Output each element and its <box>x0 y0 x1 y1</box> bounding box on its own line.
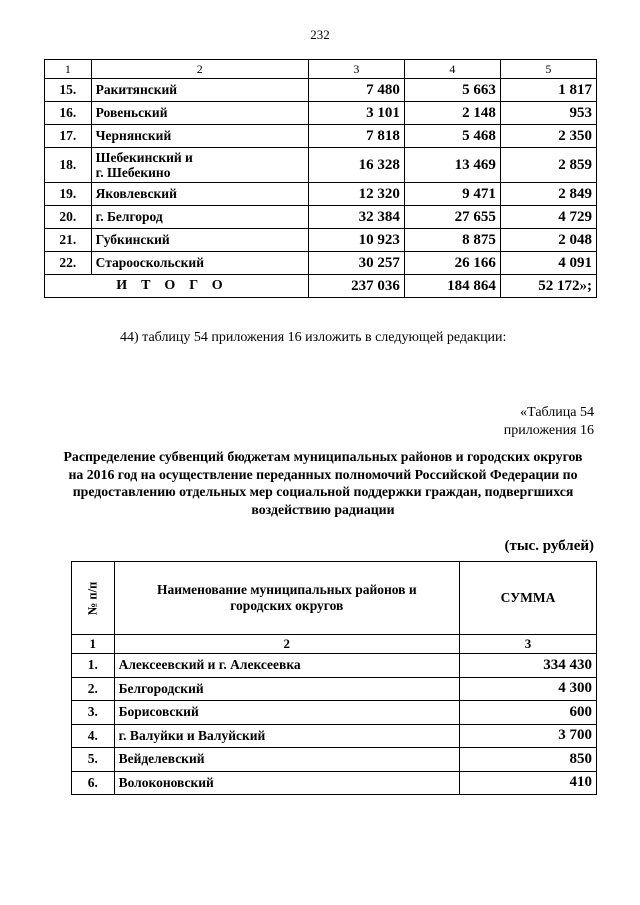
table-row <box>45 79 597 102</box>
total-label: ИТОГО <box>45 275 309 298</box>
district-name-line: г. Шебекино <box>95 165 171 180</box>
row-number: 20. <box>45 206 92 229</box>
col-header: 4 <box>404 60 500 79</box>
num-column-header-text: № п/п <box>85 581 100 616</box>
row-number: 2. <box>72 677 115 701</box>
total-value: 237 036 <box>308 275 404 298</box>
col-header: 2 <box>114 635 459 654</box>
table-row <box>45 183 597 206</box>
table-header-row <box>45 60 597 79</box>
name-column-header: Наименование муниципальных районов и городских округов <box>114 562 459 635</box>
district-name: Волоконовский <box>114 771 459 795</box>
table-row <box>72 701 597 725</box>
district-name: Ровеньский <box>91 102 308 125</box>
sum-value: 600 <box>460 701 597 725</box>
cell-value: 5 468 <box>404 125 500 148</box>
table-caption-line: «Таблица 54 <box>520 405 594 420</box>
amendment-paragraph: 44) таблицу 54 приложения 16 изложить в следующей редакции: <box>120 330 507 345</box>
total-value: 52 172»; <box>500 275 596 298</box>
district-name: Борисовский <box>114 701 459 725</box>
row-number: 4. <box>72 724 115 748</box>
row-number: 1. <box>72 654 115 678</box>
total-row <box>45 275 597 298</box>
cell-value: 2 859 <box>500 148 596 183</box>
cell-value: 9 471 <box>404 183 500 206</box>
cell-value: 7 480 <box>308 79 404 102</box>
district-name: Белгородский <box>114 677 459 701</box>
table-header-row <box>72 635 597 654</box>
document-title: Распределение субвенций бюджетам муниципальных районов и городских округов на 2016 год на осуществление переданных полномочий Российской Федерации по предоставлению отдельных мер социальной поддержки граждан, подвергшихся воздействию радиации <box>63 449 583 517</box>
row-number: 15. <box>45 79 92 102</box>
cell-value: 2 849 <box>500 183 596 206</box>
sum-value: 850 <box>460 748 597 772</box>
cell-value: 10 923 <box>308 229 404 252</box>
row-number: 19. <box>45 183 92 206</box>
row-number: 3. <box>72 701 115 725</box>
total-value: 184 864 <box>404 275 500 298</box>
cell-value: 30 257 <box>308 252 404 275</box>
district-name <box>91 148 308 183</box>
district-name: Вейделевский <box>114 748 459 772</box>
district-name: г. Белгород <box>91 206 308 229</box>
cell-value: 4 729 <box>500 206 596 229</box>
cell-value: 16 328 <box>308 148 404 183</box>
sum-column-header: СУММА <box>460 562 597 635</box>
row-number: 22. <box>45 252 92 275</box>
cell-value: 3 101 <box>308 102 404 125</box>
district-name: Чернянский <box>91 125 308 148</box>
table-row <box>45 102 597 125</box>
col-header: 1 <box>45 60 92 79</box>
page-number: 232 <box>310 27 330 42</box>
sum-value: 334 430 <box>460 654 597 678</box>
table-caption-line: приложения 16 <box>503 423 594 438</box>
district-name: Старооскольский <box>91 252 308 275</box>
table-caption <box>504 404 594 440</box>
table-row <box>72 748 597 772</box>
row-number: 6. <box>72 771 115 795</box>
cell-value: 2 148 <box>404 102 500 125</box>
cell-value: 4 091 <box>500 252 596 275</box>
row-number: 18. <box>45 148 92 183</box>
col-header: 2 <box>91 60 308 79</box>
table-row <box>72 724 597 748</box>
district-name: Губкинский <box>91 229 308 252</box>
table-row <box>45 206 597 229</box>
district-name: Ракитянский <box>91 79 308 102</box>
table-row <box>45 229 597 252</box>
cell-value: 27 655 <box>404 206 500 229</box>
row-number: 16. <box>45 102 92 125</box>
col-header: 1 <box>72 635 115 654</box>
table-row <box>72 654 597 678</box>
table-row <box>72 677 597 701</box>
cell-value: 32 384 <box>308 206 404 229</box>
cell-value: 7 818 <box>308 125 404 148</box>
district-name-line: Шебекинский и <box>95 150 193 165</box>
cell-value: 8 875 <box>404 229 500 252</box>
table-row <box>45 252 597 275</box>
district-name: Яковлевский <box>91 183 308 206</box>
sum-value: 4 300 <box>460 677 597 701</box>
row-number: 17. <box>45 125 92 148</box>
cell-value: 13 469 <box>404 148 500 183</box>
district-name: г. Валуйки и Валуйский <box>114 724 459 748</box>
cell-value: 12 320 <box>308 183 404 206</box>
col-header: 3 <box>460 635 597 654</box>
col-header: 3 <box>308 60 404 79</box>
cell-value: 2 048 <box>500 229 596 252</box>
num-column-header <box>72 562 115 635</box>
table-1 <box>44 59 597 298</box>
table-2 <box>71 561 597 795</box>
cell-value: 953 <box>500 102 596 125</box>
cell-value: 5 663 <box>404 79 500 102</box>
sum-value: 3 700 <box>460 724 597 748</box>
col-header: 5 <box>500 60 596 79</box>
sum-value: 410 <box>460 771 597 795</box>
table-row <box>45 125 597 148</box>
table-row <box>72 771 597 795</box>
cell-value: 2 350 <box>500 125 596 148</box>
district-name: Алексеевский и г. Алексеевка <box>114 654 459 678</box>
units-label: (тыс. рублей) <box>504 538 594 554</box>
cell-value: 1 817 <box>500 79 596 102</box>
table-head-row <box>72 562 597 635</box>
cell-value: 26 166 <box>404 252 500 275</box>
row-number: 21. <box>45 229 92 252</box>
table-row <box>45 148 597 183</box>
row-number: 5. <box>72 748 115 772</box>
